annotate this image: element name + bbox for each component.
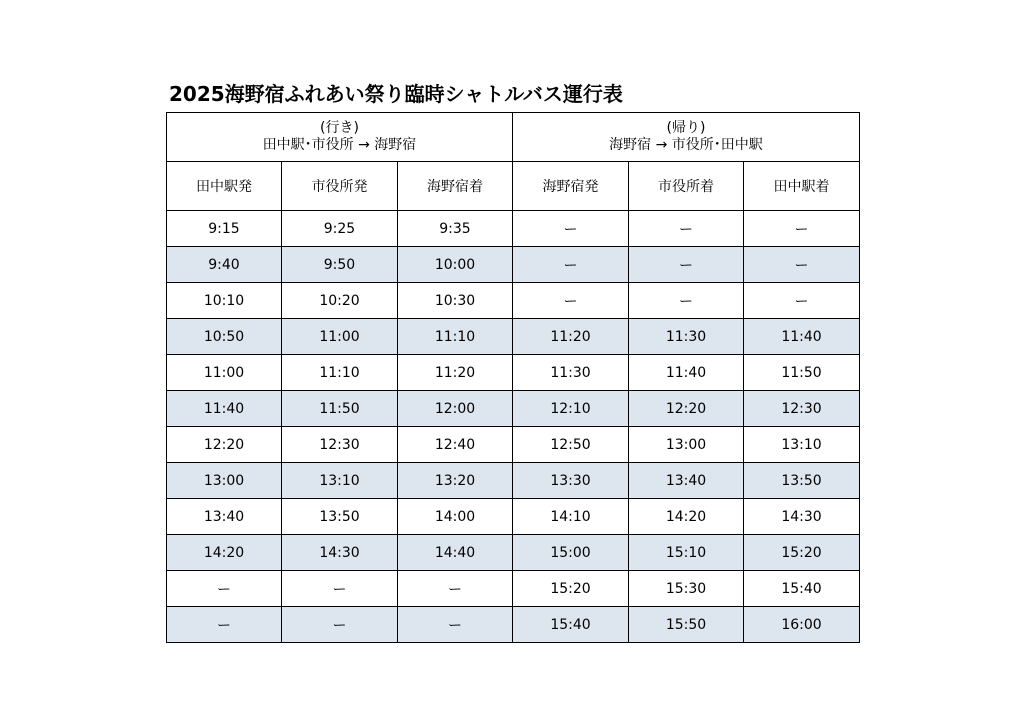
time-cell: 13:00 [629,427,744,463]
time-cell: ー [398,607,513,643]
time-cell: 14:20 [629,499,744,535]
table-row [167,535,860,571]
time-cell: 11:10 [282,355,398,391]
time-cell: 9:50 [282,247,398,283]
time-cell: 11:50 [744,355,860,391]
time-cell: ー [513,211,629,247]
time-cell: 11:40 [167,391,282,427]
time-cell: 13:40 [167,499,282,535]
time-cell: 9:35 [398,211,513,247]
time-cell: ー [167,571,282,607]
time-cell: 14:40 [398,535,513,571]
inbound-group-header [513,113,860,162]
column-header: 田中駅発 [167,162,282,211]
table-row [167,319,860,355]
time-cell: 13:20 [398,463,513,499]
shuttle-bus-timetable [166,112,860,643]
time-cell: 11:40 [629,355,744,391]
time-cell: 10:10 [167,283,282,319]
time-cell: 10:00 [398,247,513,283]
table-row [167,427,860,463]
time-cell: 15:40 [513,607,629,643]
time-cell: ー [513,283,629,319]
table-row [167,499,860,535]
table-row [167,211,860,247]
time-cell: 12:20 [167,427,282,463]
table-row [167,283,860,319]
time-cell: 15:30 [629,571,744,607]
time-cell: 9:40 [167,247,282,283]
time-cell: 14:30 [744,499,860,535]
column-header: 田中駅着 [744,162,860,211]
time-cell: 14:00 [398,499,513,535]
time-cell: ー [513,247,629,283]
page-title: 2025海野宿ふれあい祭り臨時シャトルバス運行表 [169,82,623,106]
time-cell: 16:00 [744,607,860,643]
time-cell: ー [744,247,860,283]
inbound-route: 海野宿 → 市役所･田中駅 [609,137,763,153]
time-cell: 11:20 [398,355,513,391]
time-cell: 15:50 [629,607,744,643]
time-cell: 11:00 [282,319,398,355]
time-cell: 15:20 [513,571,629,607]
time-cell: 15:10 [629,535,744,571]
time-cell: ー [629,283,744,319]
time-cell: 11:00 [167,355,282,391]
time-cell: 10:50 [167,319,282,355]
time-cell: 12:30 [744,391,860,427]
table-row [167,247,860,283]
time-cell: ー [282,571,398,607]
column-header: 海野宿発 [513,162,629,211]
time-cell: 12:20 [629,391,744,427]
time-cell: 13:10 [744,427,860,463]
time-cell: 13:10 [282,463,398,499]
time-cell: 11:40 [744,319,860,355]
time-cell: 11:20 [513,319,629,355]
time-cell: 14:10 [513,499,629,535]
time-cell: 10:20 [282,283,398,319]
time-cell: 9:25 [282,211,398,247]
time-cell: ー [744,283,860,319]
time-cell: ー [167,607,282,643]
time-cell: 15:20 [744,535,860,571]
table-row [167,391,860,427]
outbound-label: (行き) [320,120,359,136]
time-cell: 12:30 [282,427,398,463]
column-header: 市役所発 [282,162,398,211]
inbound-label: (帰り) [666,120,706,136]
table-row [167,607,860,643]
outbound-group-header [167,113,513,162]
time-cell: 11:30 [629,319,744,355]
time-cell: 9:15 [167,211,282,247]
time-cell: 12:50 [513,427,629,463]
time-cell: 11:50 [282,391,398,427]
time-cell: 14:20 [167,535,282,571]
time-cell: ー [744,211,860,247]
column-header: 海野宿着 [398,162,513,211]
timetable-body [167,211,860,643]
time-cell: 15:00 [513,535,629,571]
time-cell: 13:00 [167,463,282,499]
time-cell: 13:40 [629,463,744,499]
time-cell: 12:10 [513,391,629,427]
time-cell: 11:30 [513,355,629,391]
table-row [167,355,860,391]
table-row [167,571,860,607]
time-cell: ー [398,571,513,607]
time-cell: ー [282,607,398,643]
time-cell: 10:30 [398,283,513,319]
time-cell: 13:50 [744,463,860,499]
time-cell: 15:40 [744,571,860,607]
time-cell: 14:30 [282,535,398,571]
time-cell: ー [629,247,744,283]
time-cell: ー [629,211,744,247]
time-cell: 12:40 [398,427,513,463]
outbound-route: 田中駅･市役所 → 海野宿 [262,137,417,153]
time-cell: 11:10 [398,319,513,355]
time-cell: 13:30 [513,463,629,499]
column-header: 市役所着 [629,162,744,211]
table-row [167,463,860,499]
time-cell: 12:00 [398,391,513,427]
time-cell: 13:50 [282,499,398,535]
